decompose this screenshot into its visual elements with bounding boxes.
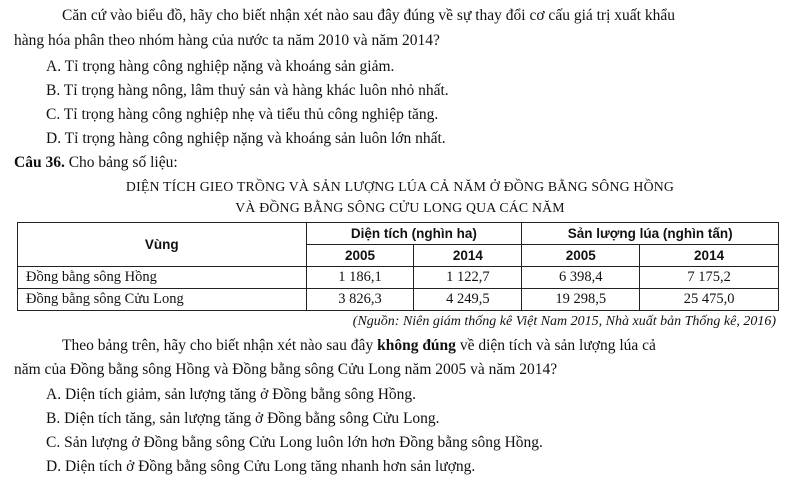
q36-option-c[interactable]: C. Sản lượng ở Đồng bằng sông Cửu Long luôn lớn hơn Đồng bằng sông Hồng. xyxy=(46,434,543,451)
header-year: 2005 xyxy=(306,245,414,267)
q35-stem-line2: hàng hóa phân theo nhóm hàng của nước ta năm 2010 và năm 2014? xyxy=(14,32,440,49)
region-cell: Đồng bằng sông Cửu Long xyxy=(18,289,307,311)
q36-intro: Cho bảng số liệu: xyxy=(64,154,178,171)
q36-stem-emphasis: không đúng xyxy=(377,337,456,354)
value-cell: 4 249,5 xyxy=(414,289,522,311)
table-title-line2: VÀ ĐỒNG BẰNG SÔNG CỬU LONG QUA CÁC NĂM xyxy=(235,200,565,215)
value-cell: 6 398,4 xyxy=(522,267,640,289)
q36-stem-line2: năm của Đồng bằng sông Hồng và Đồng bằng sông Cửu Long năm 2005 và năm 2014? xyxy=(14,361,558,378)
value-cell: 1 186,1 xyxy=(306,267,414,289)
header-yield: Sản lượng lúa (nghìn tấn) xyxy=(522,223,779,245)
value-cell: 25 475,0 xyxy=(640,289,779,311)
value-cell: 3 826,3 xyxy=(306,289,414,311)
q35-option-c[interactable]: C. Tỉ trọng hàng công nghiệp nhẹ và tiểu thủ công nghiệp tăng. xyxy=(46,106,439,123)
q36-label: Câu 36. xyxy=(14,154,65,171)
data-table xyxy=(17,222,779,311)
table-title-line1: DIỆN TÍCH GIEO TRỒNG VÀ SẢN LƯỢNG LÚA CẢ NĂM Ở ĐỒNG BẰNG SÔNG HỒNG xyxy=(125,179,675,194)
table-row xyxy=(18,289,779,311)
region-cell: Đồng bằng sông Hồng xyxy=(18,267,307,289)
table-row xyxy=(18,267,779,289)
q36-option-a[interactable]: A. Diện tích giảm, sản lượng tăng ở Đồng bằng sông Hồng. xyxy=(46,386,417,403)
q36-option-d[interactable]: D. Diện tích ở Đồng bằng sông Cửu Long tăng nhanh hơn sản lượng. xyxy=(46,458,476,475)
header-region: Vùng xyxy=(18,223,307,267)
table-header-row xyxy=(18,223,779,245)
q36-stem-pre: Theo bảng trên, hãy cho biết nhận xét nào sau đây xyxy=(62,337,378,354)
table-source: (Nguồn: Niên giám thống kê Việt Nam 2015, Nhà xuất bản Thống kê, 2016) xyxy=(352,314,776,329)
q35-stem-line1: Căn cứ vào biểu đồ, hãy cho biết nhận xét nào sau đây đúng về sự thay đổi cơ cấu giá trị xuất khẩu xyxy=(62,7,675,24)
value-cell: 7 175,2 xyxy=(640,267,779,289)
header-year: 2005 xyxy=(522,245,640,267)
q35-option-a[interactable]: A. Tỉ trọng hàng công nghiệp nặng và khoáng sản giảm. xyxy=(46,58,395,75)
header-year: 2014 xyxy=(414,245,522,267)
header-year: 2014 xyxy=(640,245,779,267)
q36-stem-post: về diện tích và sản lượng lúa cả xyxy=(455,337,656,354)
q35-option-d[interactable]: D. Tỉ trọng hàng công nghiệp nặng và khoáng sản luôn lớn nhất. xyxy=(46,130,446,147)
header-area: Diện tích (nghìn ha) xyxy=(306,223,522,245)
q36-heading xyxy=(14,153,178,173)
q35-option-b[interactable]: B. Tỉ trọng hàng nông, lâm thuỷ sản và hàng khác luôn nhỏ nhất. xyxy=(46,82,449,99)
q36-option-b[interactable]: B. Diện tích tăng, sản lượng tăng ở Đồng bằng sông Cửu Long. xyxy=(46,410,440,427)
value-cell: 19 298,5 xyxy=(522,289,640,311)
q36-stem-line1 xyxy=(62,336,656,356)
value-cell: 1 122,7 xyxy=(414,267,522,289)
